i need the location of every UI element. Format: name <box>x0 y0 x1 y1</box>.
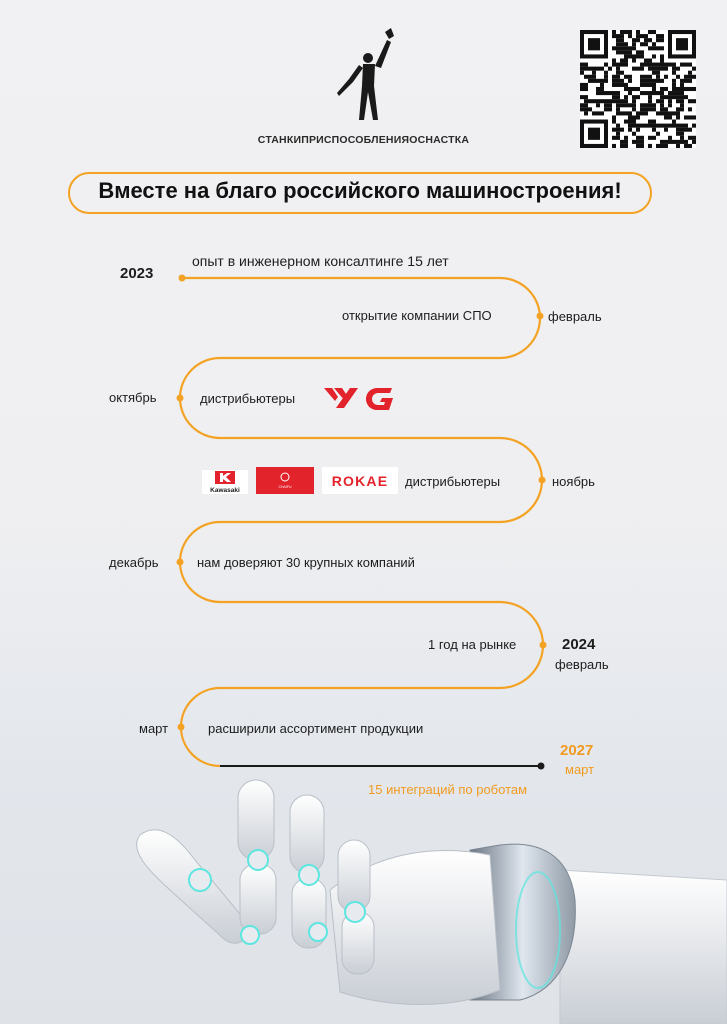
timeline-dot-mar <box>178 724 185 731</box>
kawasaki-logo-icon <box>202 470 248 494</box>
event-robots: 15 интеграций по роботам <box>368 782 528 797</box>
event-distributors-2: дистрибьютеры <box>405 474 501 489</box>
event-one-year: 1 год на рынке <box>428 637 517 652</box>
timeline-dot-dec <box>177 559 184 566</box>
yg-logo <box>322 384 394 417</box>
chinese-brand-logo-icon <box>256 467 314 494</box>
robot-hand-illustration <box>0 760 727 1024</box>
page-title: Вместе на благо российского машиностроения! <box>98 178 622 203</box>
kawasaki-logo <box>202 470 248 494</box>
year-2023: 2023 <box>120 265 154 282</box>
event-experience: опыт в инженерном консалтинге 15 лет <box>192 253 449 269</box>
year-2024: 2024 <box>562 636 596 653</box>
month-february-2024: февраль <box>555 657 609 672</box>
event-opening: открытие компании СПО <box>342 308 492 323</box>
event-trust: нам доверяют 30 крупных компаний <box>197 555 415 570</box>
month-october: октябрь <box>109 390 157 405</box>
month-november: ноябрь <box>552 474 595 489</box>
timeline-dot-feb <box>537 313 544 320</box>
chinese-brand-logo <box>256 467 314 494</box>
month-december: декабрь <box>109 555 159 570</box>
rokae-label: ROKAE <box>331 472 389 489</box>
chinese-brand-label: CHAIFU <box>278 485 292 489</box>
brand-name: СТАНКИПРИСПОСОБЛЕНИЯОСНАСТКА <box>257 134 470 146</box>
timeline-dot-2024 <box>540 642 547 649</box>
rokae-logo <box>322 467 398 494</box>
month-march-2027: март <box>565 762 595 777</box>
year-2027: 2027 <box>560 742 594 759</box>
timeline-dot-oct <box>177 395 184 402</box>
event-distributors-1: дистрибьютеры <box>200 391 296 406</box>
timeline-dot-nov <box>539 477 546 484</box>
event-assortment: расширили ассортимент продукции <box>208 721 424 736</box>
timeline-dot-2023 <box>179 275 186 282</box>
kawasaki-label: Kawasaki <box>210 487 240 494</box>
month-february: февраль <box>548 309 602 324</box>
month-march: март <box>139 721 169 736</box>
yg-logo-icon <box>322 384 394 412</box>
